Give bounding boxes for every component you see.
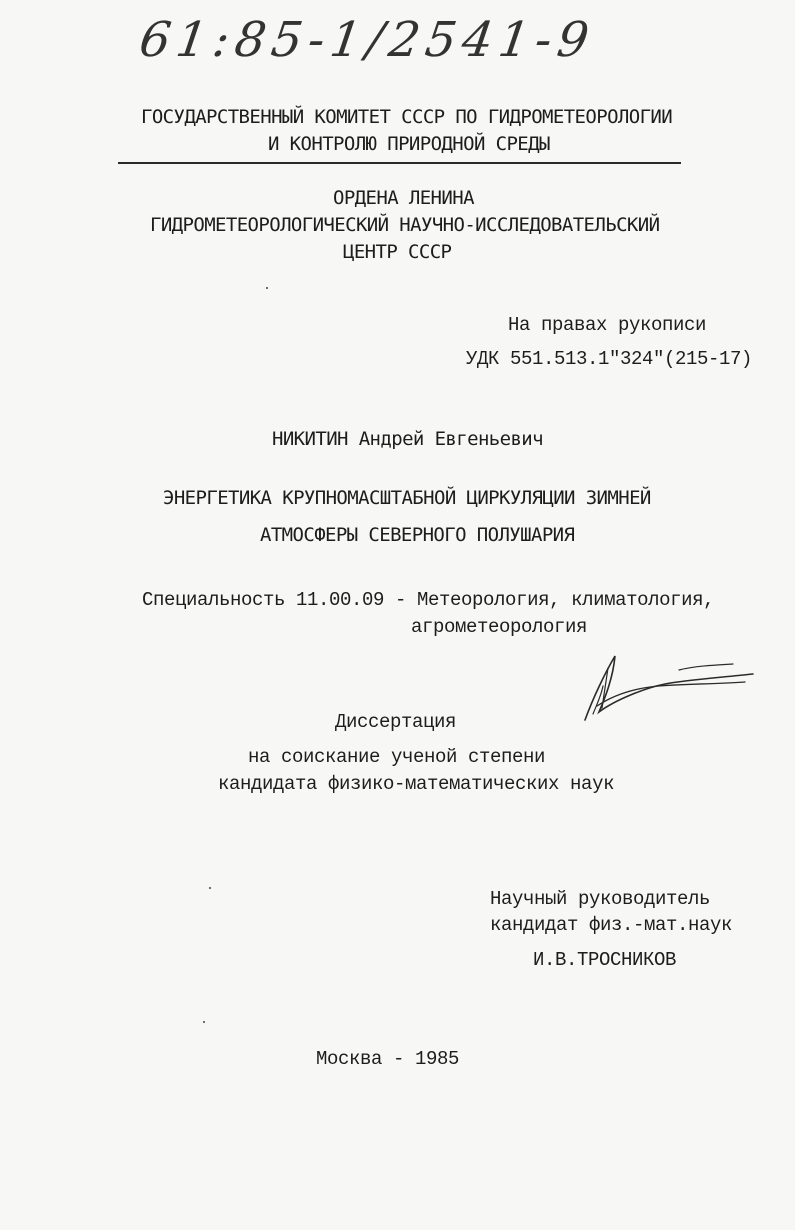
institute-line-2: ГИДРОМЕТЕОРОЛОГИЧЕСКИЙ НАУЧНО-ИССЛЕДОВАТЕЛЬСКИЙ bbox=[150, 214, 660, 236]
speciality-line-2: агрометеорология bbox=[411, 616, 588, 638]
stray-mark bbox=[203, 1021, 205, 1023]
supervisor-degree: кандидат физ.-мат.наук bbox=[490, 914, 733, 936]
speciality-line-1: Специальность 11.00.09 - Метеорология, климатология, bbox=[142, 589, 715, 611]
institute-line-1: ОРДЕНА ЛЕНИНА bbox=[333, 187, 474, 209]
udc-code: УДК 551.513.1"324"(215-17) bbox=[466, 348, 753, 370]
dissertation-line-2: кандидата физико-математических наук bbox=[218, 773, 615, 795]
manuscript-rights: На правах рукописи bbox=[508, 314, 707, 336]
author-name: НИКИТИН Андрей Евгеньевич bbox=[272, 428, 543, 450]
signature-icon bbox=[575, 648, 760, 728]
committee-line-1: ГОСУДАРСТВЕННЫЙ КОМИТЕТ СССР ПО ГИДРОМЕТЕОРОЛОГИИ bbox=[141, 106, 673, 128]
header-divider bbox=[118, 162, 681, 164]
committee-line-2: И КОНТРОЛЮ ПРИРОДНОЙ СРЕДЫ bbox=[268, 133, 550, 155]
institute-line-3: ЦЕНТР СССР bbox=[343, 241, 452, 263]
dissertation-line-1: на соискание ученой степени bbox=[248, 746, 546, 768]
title-line-1: ЭНЕРГЕТИКА КРУПНОМАСШТАБНОЙ ЦИРКУЛЯЦИИ ЗИМНЕЙ bbox=[163, 487, 651, 509]
city-year: Москва - 1985 bbox=[316, 1048, 460, 1070]
supervisor-name: И.В.ТРОСНИКОВ bbox=[533, 949, 677, 971]
handwritten-archive-number: 61:85-1/2541-9 bbox=[136, 12, 599, 68]
dissertation-label: Диссертация bbox=[335, 711, 457, 733]
supervisor-role: Научный руководитель bbox=[490, 888, 711, 910]
stray-mark bbox=[266, 287, 268, 289]
stray-mark bbox=[209, 887, 211, 889]
title-line-2: АТМОСФЕРЫ СЕВЕРНОГО ПОЛУШАРИЯ bbox=[260, 524, 575, 546]
